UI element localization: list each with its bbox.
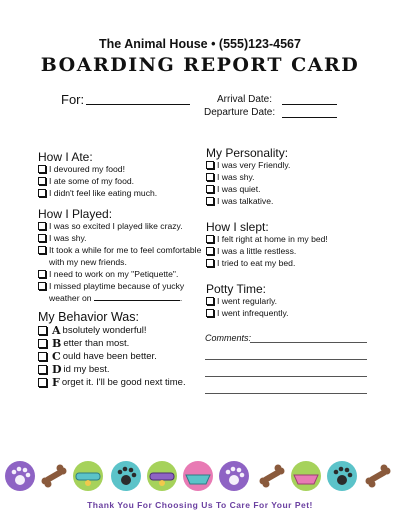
food-bowl-icon <box>183 461 213 491</box>
potty-item[interactable]: I went infrequently. <box>206 307 366 319</box>
personality-item[interactable]: I was quiet. <box>206 183 366 195</box>
behavior-list <box>38 324 203 389</box>
section-title-potty: Potty Time: <box>206 282 267 296</box>
behavior-item[interactable]: D id my best. <box>38 363 203 376</box>
section-title-slept: How I slept: <box>206 220 269 234</box>
played-item[interactable]: I was so excited I played like crazy. <box>38 220 203 232</box>
paw-print-icon <box>219 461 249 491</box>
departure-date-label: Departure Date: <box>204 107 276 118</box>
section-title-behavior: My Behavior Was: <box>38 310 139 324</box>
checkbox[interactable] <box>38 177 46 185</box>
behavior-item[interactable]: A bsolutely wonderful! <box>38 324 203 337</box>
slept-item[interactable]: I felt right at home in my bed! <box>206 233 371 245</box>
checkbox[interactable] <box>38 378 47 387</box>
personality-item[interactable]: I was shy. <box>206 171 366 183</box>
potty-list <box>206 295 366 319</box>
personality-list <box>206 159 366 207</box>
checkbox[interactable] <box>38 282 46 290</box>
section-title-ate: How I Ate: <box>38 150 93 164</box>
section-title-played: How I Played: <box>38 207 113 221</box>
checkbox[interactable] <box>38 234 46 242</box>
checkbox[interactable] <box>206 161 214 169</box>
weather-date-line[interactable] <box>94 300 180 301</box>
for-input-line[interactable] <box>86 104 190 105</box>
played-item[interactable]: I was shy. <box>38 232 203 244</box>
collar-icon <box>147 461 177 491</box>
checkbox[interactable] <box>38 189 46 197</box>
checkbox[interactable] <box>38 365 47 374</box>
behavior-item[interactable]: C ould have been better. <box>38 350 203 363</box>
comment-line[interactable] <box>205 359 367 360</box>
checkbox[interactable] <box>38 352 47 361</box>
food-bowl-icon <box>291 461 321 491</box>
paw-print-icon <box>327 461 357 491</box>
played-item[interactable]: It took a while for me to feel comfortable <box>38 244 203 256</box>
played-item[interactable]: I need to work on my "Petiquette". <box>38 268 203 280</box>
personality-item[interactable]: I was very Friendly. <box>206 159 366 171</box>
arrival-date-label: Arrival Date: <box>217 94 273 105</box>
checkbox[interactable] <box>206 235 214 243</box>
slept-item[interactable]: I was a little restless. <box>206 245 371 257</box>
behavior-item[interactable]: B etter than most. <box>38 337 203 350</box>
departure-date-line[interactable] <box>282 117 337 118</box>
section-title-personality: My Personality: <box>206 146 289 160</box>
checkbox[interactable] <box>38 246 46 254</box>
checkbox[interactable] <box>38 339 47 348</box>
played-item[interactable]: I missed playtime because of yucky <box>38 280 203 292</box>
paw-print-icon <box>5 461 35 491</box>
ate-item[interactable]: I ate some of my food. <box>38 175 198 187</box>
comments-label: Comments: <box>205 333 252 343</box>
checkbox[interactable] <box>38 270 46 278</box>
comment-line[interactable] <box>205 376 367 377</box>
comment-line[interactable] <box>250 342 367 343</box>
personality-item[interactable]: I was talkative. <box>206 195 366 207</box>
checkbox[interactable] <box>206 259 214 267</box>
checkbox[interactable] <box>206 309 214 317</box>
checkbox[interactable] <box>206 247 214 255</box>
paw-print-icon <box>111 461 141 491</box>
played-item-continued: with my new friends. <box>49 257 127 267</box>
slept-item[interactable]: I tried to eat my bed. <box>206 257 371 269</box>
slept-list <box>206 233 371 269</box>
checkbox[interactable] <box>206 197 214 205</box>
checkbox[interactable] <box>38 326 47 335</box>
page-title: BOARDING REPORT CARD <box>40 54 360 76</box>
footer-thanks-text: Thank You For Choosing Us To Care For Your Pet! <box>87 500 313 510</box>
for-label: For: <box>61 92 85 107</box>
checkbox[interactable] <box>206 297 214 305</box>
played-list <box>38 220 203 304</box>
header-contact-line: The Animal House • (555)123-4567 <box>99 37 301 51</box>
played-item-continued: weather on . <box>49 293 183 303</box>
bone-icon <box>42 465 67 488</box>
checkbox[interactable] <box>206 185 214 193</box>
ate-list <box>38 163 198 199</box>
collar-icon <box>73 461 103 491</box>
bone-icon <box>366 465 391 488</box>
checkbox[interactable] <box>38 165 46 173</box>
ate-item[interactable]: I devoured my food! <box>38 163 198 175</box>
behavior-item[interactable]: F orget it. I'll be good next time. <box>38 376 203 389</box>
bone-icon <box>260 465 285 488</box>
potty-item[interactable]: I went regularly. <box>206 295 366 307</box>
checkbox[interactable] <box>38 222 46 230</box>
arrival-date-line[interactable] <box>282 104 337 105</box>
comment-line[interactable] <box>205 393 367 394</box>
ate-item[interactable]: I didn't feel like eating much. <box>38 187 198 199</box>
checkbox[interactable] <box>206 173 214 181</box>
